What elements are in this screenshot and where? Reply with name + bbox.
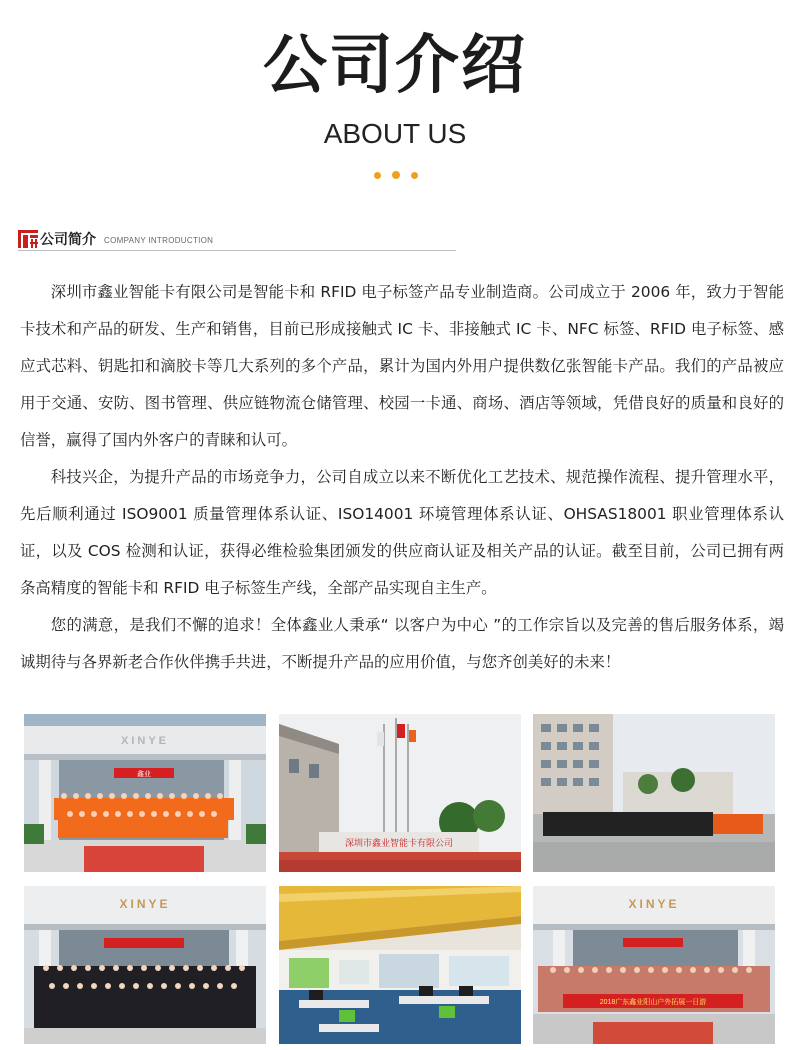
photo-team-orange <box>24 714 266 872</box>
section-title: 公司简介 <box>40 232 96 248</box>
photo-staff-line <box>533 714 775 872</box>
photo-banner-text: 鑫业 <box>137 771 151 778</box>
building-sign-3: XINYE <box>628 897 680 911</box>
building-sign-2: XINYE <box>119 897 171 911</box>
company-intro <box>20 274 784 681</box>
intro-paragraph-3: 您的满意，是我们不懈的追求！全体鑫业人秉承“ 以客户为中心 ”的工作宗旨以及完善的售后服务体系，竭诚期待与各界新老合作伙伴携手共进，不断提升产品的应用价值，与您齐创美好的未来！ <box>20 616 784 671</box>
page-subtitle: ABOUT US <box>323 118 467 149</box>
intro-paragraph-1: 深圳市鑫业智能卡有限公司是智能卡和 RFID 电子标签产品专业制造商。公司成立于 2006 年，致力于智能卡技术和产品的研发、生产和销售，目前已形成接触式 IC 卡、非接触式 IC 卡、NFC 标签、RFID 电子标签、感应式芯料、钥匙扣和滴胶卡等几大系列的多个产品，累计为国内外用户提供数亿张智能卡产品。我们的产品被应用于交通、安防、图书管理、供应链物流仓储管理、校园一卡通、商场、酒店等领域，凭借良好的质量和良好的信誉，赢得了国内外客户的青睐和认可。 <box>20 283 784 449</box>
section-title-en: COMPANY INTRODUCTION <box>104 236 214 245</box>
section-divider <box>18 250 456 251</box>
intro-paragraph-2: 科技兴企，为提升产品的市场竞争力，公司自成立以来不断优化工艺技术、规范操作流程、提升管理水平，先后顺利通过 ISO9001 质量管理体系认证、ISO14001 环境管理体系认证、OHSAS18001 职业管理体系认证，以及 COS 检测和认证，获得必维检验集团颁发的供应商认证及相关产品的认证。截至目前，公司已拥有两条高精度的智能卡和 RFID 电子标签生产线，全部产品实现自主生产。 <box>20 468 784 597</box>
photo-office <box>279 886 521 1044</box>
photo-team-suits <box>24 886 266 1044</box>
section-logo-icon <box>18 230 38 248</box>
building-sign: XINYE <box>120 735 170 747</box>
photo-gallery <box>24 714 776 1044</box>
outing-banner-text: 2018广东鑫业阳山户外拓展一日游 <box>599 999 707 1006</box>
photo-team-outing <box>533 886 775 1044</box>
title-decoration-dots <box>374 172 418 180</box>
section-header <box>18 228 458 254</box>
photo-company-gate <box>279 714 521 872</box>
gate-sign: 深圳市鑫业智能卡有限公司 <box>344 838 454 848</box>
page-title: 公司介绍 <box>263 29 527 103</box>
